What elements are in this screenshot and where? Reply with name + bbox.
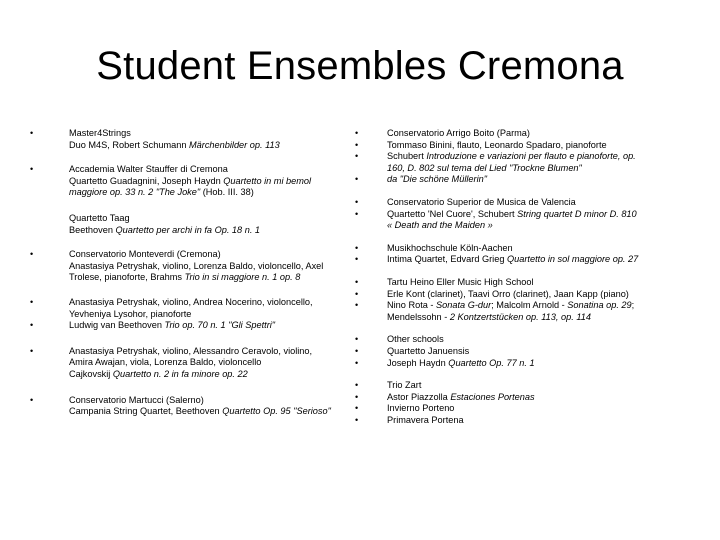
bullet-icon: • [355,139,359,150]
text-segment: (Hob. III. 38) [200,187,254,198]
list-item [355,277,700,289]
bullet-icon: • [30,128,34,138]
bullet-icon: • [355,380,359,391]
text-line [355,403,700,415]
list-item [355,289,700,301]
text-line [355,128,700,140]
text-line [30,309,360,321]
text-line [30,128,360,140]
text-segment: Tommaso Binini, flauto, Leonardo Spadaro, pianoforte [387,139,607,150]
text-segment: Anastasiya Petryshak, violino, Alessandro Ceravolo, violino, [69,345,313,356]
bullet-icon: • [355,151,359,162]
text-line [30,297,360,309]
text-line [355,174,700,186]
text-segment: 2 Kontzertstücken op. 113, op. 114 [449,311,591,322]
text-segment: ; [631,300,635,311]
text-segment: Estaciones Portenas [450,391,535,402]
text-segment: 160, D. 802 sul tema del Lied "Trockne Blumen" [387,162,582,173]
bullet-icon: • [355,196,359,207]
bullet-icon: • [355,208,359,219]
text-segment: Trio in si maggiore n. 1 op. 8 [184,272,301,283]
list-item [355,254,700,266]
list-item [355,151,700,174]
bullet-icon: • [30,394,34,405]
text-segment: Trio Zart [387,380,422,391]
text-segment: ; Malcolm Arnold - [491,300,568,311]
text-line [355,254,700,266]
text-line [355,151,700,163]
text-segment: Ludwig van Beethoven [69,320,165,331]
text-line [355,197,700,209]
text-segment: Musikhochschule Köln-Aachen [387,242,513,253]
right-column [355,128,700,426]
bullet-icon: • [30,296,34,307]
text-segment: Invierno Porteno [387,403,455,414]
text-line [355,209,700,221]
list-item [355,334,700,346]
list-item [355,197,700,209]
text-segment: Nino Rota - [387,300,437,311]
text-segment: Trolese, pianoforte, Brahms [69,272,185,283]
text-segment: Schubert [387,151,427,162]
text-line [30,346,360,358]
list-item [355,140,700,152]
text-line [355,289,700,301]
bullet-icon: • [30,320,34,331]
bullet-icon: • [355,414,359,425]
bullet-icon: • [355,174,359,185]
list-item [355,392,700,404]
text-line [355,358,700,370]
text-segment: Sonata G-dur [436,300,492,311]
text-segment: Sonatina op. 29 [567,300,632,311]
text-segment: Yevheniya Lysohor, pianoforte [69,308,192,319]
list-item [355,209,700,232]
text-segment: maggiore op. 33 n. 2 "The Joke" [69,187,201,198]
text-line [355,380,700,392]
bullet-icon: • [355,334,359,345]
slide-title: Student Ensembles Cremona [96,44,624,88]
text-segment: « Death and the Maiden » [387,220,493,231]
text-line [355,312,700,324]
text-line [30,164,360,176]
list-item [355,380,700,392]
text-line [30,395,360,407]
text-segment: Campania String Quartet, Beethoven [69,406,223,417]
text-segment: Other schools [387,334,444,345]
bullet-icon: • [30,345,34,356]
list-item [30,249,360,284]
text-segment: Conservatorio Monteverdi (Cremona) [69,249,221,260]
text-line [355,163,700,175]
text-segment: Quartetto Guadagnini, Joseph Haydn [69,175,224,186]
text-segment: Anastasiya Petryshak, violino, Andrea Nocerino, violoncello, [69,296,313,307]
bullet-icon: • [355,357,359,368]
text-segment: Quartetto n. 2 in fa minore op. 22 [112,368,248,379]
text-segment: Märchenbilder op. 113 [189,139,280,150]
text-segment: Quartetto per archi in fa Op. 18 n. 1 [115,224,261,235]
text-segment: Trio op. 70 n. 1 "Gli Spettri" [164,320,276,331]
list-item [355,346,700,358]
text-segment: Quartetto Op. 77 n. 1 [448,357,535,368]
text-segment: Master4Strings [69,128,131,138]
list-item [355,358,700,370]
text-segment: Accademia Walter Stauffer di Cremona [69,164,228,175]
text-segment: Cajkovskij [69,368,113,379]
text-segment: Beethoven [69,224,116,235]
text-line [30,249,360,261]
list-item [30,346,360,381]
text-segment: Conservatorio Arrigo Boito (Parma) [387,128,530,138]
text-line [30,187,360,199]
left-column [30,128,360,418]
text-segment: Anastasiya Petryshak, violino, Lorenza Baldo, violoncello, Axel [69,260,324,271]
text-line [30,176,360,188]
text-line [355,140,700,152]
list-item [30,395,360,418]
text-segment: Erle Kont (clarinet), Taavi Orro (clarinet), Jaan Kapp (piano) [387,288,629,299]
text-segment: Mendelssohn - [387,311,450,322]
text-segment: Conservatorio Martucci (Salerno) [69,394,204,405]
text-line [30,213,360,225]
text-segment: da "Die schöne Müllerin" [387,174,487,185]
list-item [30,320,360,332]
list-item [355,415,700,427]
bullet-icon: • [355,128,359,138]
bullet-icon: • [30,164,34,175]
bullet-icon: • [355,242,359,253]
text-segment: Tartu Heino Eller Music High School [387,276,534,287]
text-segment: Quartetto Januensis [387,345,470,356]
text-line [355,220,700,232]
bullet-icon: • [355,254,359,265]
list-item [30,128,360,151]
text-line [30,272,360,284]
bullet-icon: • [355,276,359,287]
text-line [30,369,360,381]
text-line [355,334,700,346]
text-line [30,357,360,369]
text-line [355,300,700,312]
text-segment: Duo M4S, Robert Schumann [69,139,190,150]
text-segment: Quartetto Taag [69,212,130,223]
list-item [355,300,700,323]
text-segment: Astor Piazzolla [387,391,451,402]
list-item [30,213,360,236]
text-line [355,346,700,358]
list-item [355,174,700,186]
text-line [30,406,360,418]
text-segment: Quartetto in mi bemol [223,175,312,186]
text-segment: Introduzione e variazioni per flauto e pianoforte, op. [426,151,636,162]
bullet-icon: • [30,249,34,260]
bullet-icon: • [355,345,359,356]
list-item [355,403,700,415]
text-line [30,320,360,332]
text-line [355,415,700,427]
text-segment: Primavera Portena [387,414,464,425]
text-segment: Quartetto 'Nel Cuore', Schubert [387,208,518,219]
text-segment: Quartetto in sol maggiore op. 27 [507,254,639,265]
bullet-icon: • [355,300,359,311]
text-line [355,243,700,255]
bullet-icon: • [355,391,359,402]
bullet-icon: • [355,288,359,299]
text-segment: Joseph Haydn [387,357,449,368]
text-segment: Quartetto Op. 95 "Serioso" [222,406,331,417]
text-segment: Intima Quartet, Edvard Grieg [387,254,507,265]
bullet-icon: • [355,403,359,414]
list-item [355,128,700,140]
text-line [30,261,360,273]
text-segment: String quartet D minor D. 810 [517,208,637,219]
text-line [30,225,360,237]
text-segment: Amira Awajan, viola, Lorenza Baldo, violoncello [69,357,262,368]
list-item [30,164,360,199]
list-item [30,297,360,320]
text-line [30,140,360,152]
text-segment: Conservatorio Superior de Musica de Valencia [387,196,576,207]
text-line [355,392,700,404]
list-item [355,243,700,255]
text-line [355,277,700,289]
